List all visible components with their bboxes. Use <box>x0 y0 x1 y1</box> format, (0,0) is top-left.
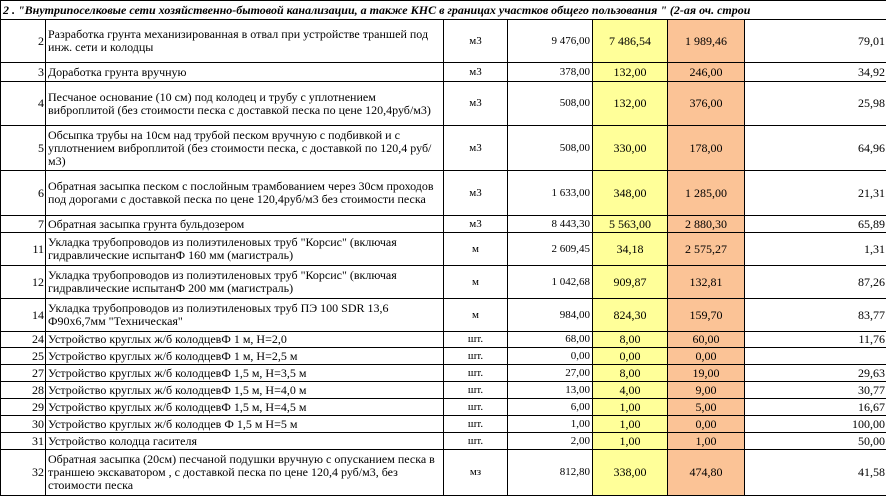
table-row[interactable] <box>1 171 886 216</box>
quantity-total-cell[interactable]: 6,00 <box>508 399 593 416</box>
quantity-total-cell[interactable]: 0,00 <box>508 348 593 365</box>
table-row[interactable] <box>1 416 886 433</box>
table-row[interactable] <box>1 399 886 416</box>
quantity-done-cell[interactable]: 8,00 <box>593 332 668 348</box>
row-number-cell[interactable]: 7 <box>1 216 46 233</box>
row-number-cell[interactable]: 31 <box>1 433 46 450</box>
row-number-cell[interactable]: 4 <box>1 82 46 126</box>
work-description-cell[interactable]: Укладка трубопроводов из полиэтиленовых труб ПЭ 100 SDR 13,6 Ф90х6,7мм "Техническая" <box>46 299 444 332</box>
unit-cell[interactable]: м3 <box>444 171 508 216</box>
table-row[interactable] <box>1 82 886 126</box>
quantity-done-cell[interactable]: 7 486,54 <box>593 20 668 63</box>
quantity-total-cell[interactable]: 8 443,30 <box>508 216 593 233</box>
quantity-remaining-cell[interactable]: 376,00 <box>668 82 745 126</box>
quantity-total-cell[interactable]: 508,00 <box>508 126 593 171</box>
quantity-remaining-cell[interactable]: 1 989,46 <box>668 20 745 63</box>
unit-cell[interactable]: шт. <box>444 382 508 399</box>
table-row[interactable] <box>1 233 886 266</box>
unit-cell[interactable]: шт. <box>444 433 508 450</box>
unit-cell[interactable]: шт. <box>444 365 508 382</box>
quantity-remaining-cell[interactable]: 60,00 <box>668 332 745 348</box>
quantity-remaining-cell[interactable]: 5,00 <box>668 399 745 416</box>
quantity-total-cell[interactable]: 68,00 <box>508 332 593 348</box>
row-number-cell[interactable]: 27 <box>1 365 46 382</box>
unit-cell[interactable]: шт. <box>444 416 508 433</box>
table-row[interactable] <box>1 126 886 171</box>
work-description-cell[interactable]: Обратная засыпка грунта бульдозером <box>46 216 444 233</box>
percent-complete-cell[interactable]: 25,98 <box>745 82 886 126</box>
quantity-done-cell[interactable]: 4,00 <box>593 382 668 399</box>
work-description-cell[interactable]: Устройство круглых ж/б колодцевФ 1,5 м, Н=4,5 м <box>46 399 444 416</box>
percent-complete-cell[interactable]: 16,67 <box>745 399 886 416</box>
quantity-done-cell[interactable]: 8,00 <box>593 365 668 382</box>
table-row[interactable] <box>1 216 886 233</box>
row-number-cell[interactable]: 12 <box>1 266 46 299</box>
work-description-cell[interactable]: Обсыпка трубы на 10см над трубой песком вручную с подбивкой и с уплотнением виброплитой (без стоимости песка, с доставкой по 120,4 руб/м3) <box>46 126 444 171</box>
quantity-remaining-cell[interactable]: 1 285,00 <box>668 171 745 216</box>
percent-complete-cell[interactable]: 100,00 <box>745 416 886 433</box>
percent-complete-cell[interactable]: 1,31 <box>745 233 886 266</box>
quantity-done-cell[interactable]: 1,00 <box>593 416 668 433</box>
percent-complete-cell[interactable]: 79,01 <box>745 20 886 63</box>
quantity-done-cell[interactable]: 348,00 <box>593 171 668 216</box>
unit-cell[interactable]: м3 <box>444 82 508 126</box>
percent-complete-cell[interactable]: 50,00 <box>745 433 886 450</box>
percent-complete-cell[interactable]: 65,89 <box>745 216 886 233</box>
quantity-total-cell[interactable]: 1 633,00 <box>508 171 593 216</box>
quantity-done-cell[interactable]: 330,00 <box>593 126 668 171</box>
quantity-remaining-cell[interactable]: 132,81 <box>668 266 745 299</box>
unit-cell[interactable]: мз <box>444 450 508 496</box>
work-description-cell[interactable]: Укладка трубопроводов из полиэтиленовых труб "Корсис" (включая гидравлические испытанФ 160 мм (магистраль) <box>46 233 444 266</box>
unit-cell[interactable]: шт. <box>444 399 508 416</box>
quantity-done-cell[interactable]: 0,00 <box>593 348 668 365</box>
percent-complete-cell[interactable]: 21,31 <box>745 171 886 216</box>
row-number-cell[interactable]: 32 <box>1 450 46 496</box>
row-number-cell[interactable]: 30 <box>1 416 46 433</box>
quantity-total-cell[interactable]: 2 609,45 <box>508 233 593 266</box>
table-row[interactable] <box>1 382 886 399</box>
quantity-done-cell[interactable]: 132,00 <box>593 63 668 82</box>
row-number-cell[interactable]: 2 <box>1 20 46 63</box>
quantity-remaining-cell[interactable]: 1,00 <box>668 433 745 450</box>
section-title-cell[interactable]: 2 . "Внутрипоселковые сети хозяйственно-бытовой канализации, а также КНС в границах участков общего пользования " (2-ая оч. строи <box>1 1 886 20</box>
percent-complete-cell[interactable]: 30,77 <box>745 382 886 399</box>
quantity-remaining-cell[interactable]: 474,80 <box>668 450 745 496</box>
work-description-cell[interactable]: Устройство круглых ж/б колодцевФ 1 м, Н=2,5 м <box>46 348 444 365</box>
work-description-cell[interactable]: Устройство круглых ж/б колодцевФ 1 м, Н=2,0 <box>46 332 444 348</box>
quantity-done-cell[interactable]: 909,87 <box>593 266 668 299</box>
quantity-done-cell[interactable]: 5 563,00 <box>593 216 668 233</box>
percent-complete-cell[interactable]: 29,63 <box>745 365 886 382</box>
work-description-cell[interactable]: Песчаное основание (10 см) под колодец и трубу с уплотнением виброплитой (без стоимости песка с доставкой песка по цене 120,4руб/м3) <box>46 82 444 126</box>
quantity-remaining-cell[interactable]: 2 575,27 <box>668 233 745 266</box>
quantity-done-cell[interactable]: 824,30 <box>593 299 668 332</box>
percent-complete-cell[interactable]: 87,26 <box>745 266 886 299</box>
table-row[interactable] <box>1 332 886 348</box>
quantity-total-cell[interactable]: 1,00 <box>508 416 593 433</box>
percent-complete-cell[interactable]: 41,58 <box>745 450 886 496</box>
quantity-done-cell[interactable]: 34,18 <box>593 233 668 266</box>
quantity-remaining-cell[interactable]: 246,00 <box>668 63 745 82</box>
unit-cell[interactable]: м3 <box>444 126 508 171</box>
unit-cell[interactable]: м <box>444 233 508 266</box>
row-number-cell[interactable]: 14 <box>1 299 46 332</box>
quantity-total-cell[interactable]: 13,00 <box>508 382 593 399</box>
section-header-row[interactable] <box>1 1 886 20</box>
quantity-remaining-cell[interactable]: 178,00 <box>668 126 745 171</box>
quantity-total-cell[interactable]: 27,00 <box>508 365 593 382</box>
row-number-cell[interactable]: 11 <box>1 233 46 266</box>
row-number-cell[interactable]: 3 <box>1 63 46 82</box>
unit-cell[interactable]: м3 <box>444 63 508 82</box>
table-row[interactable] <box>1 450 886 496</box>
quantity-total-cell[interactable]: 508,00 <box>508 82 593 126</box>
quantity-remaining-cell[interactable]: 19,00 <box>668 365 745 382</box>
unit-cell[interactable]: шт. <box>444 348 508 365</box>
work-description-cell[interactable]: Устройство круглых ж/б колодцевФ 1,5 м, Н=4,0 м <box>46 382 444 399</box>
quantity-done-cell[interactable]: 1,00 <box>593 399 668 416</box>
quantity-total-cell[interactable]: 1 042,68 <box>508 266 593 299</box>
quantity-total-cell[interactable]: 812,80 <box>508 450 593 496</box>
quantity-total-cell[interactable]: 984,00 <box>508 299 593 332</box>
work-description-cell[interactable]: Доработка грунта вручную <box>46 63 444 82</box>
row-number-cell[interactable]: 6 <box>1 171 46 216</box>
percent-complete-cell[interactable]: 64,96 <box>745 126 886 171</box>
work-description-cell[interactable]: Устройство круглых ж/б колодцев Ф 1,5 м Н=5 м <box>46 416 444 433</box>
row-number-cell[interactable]: 5 <box>1 126 46 171</box>
row-number-cell[interactable]: 25 <box>1 348 46 365</box>
quantity-remaining-cell[interactable]: 159,70 <box>668 299 745 332</box>
row-number-cell[interactable]: 24 <box>1 332 46 348</box>
work-description-cell[interactable]: Устройство колодца гасителя <box>46 433 444 450</box>
quantity-total-cell[interactable]: 2,00 <box>508 433 593 450</box>
unit-cell[interactable]: шт. <box>444 332 508 348</box>
unit-cell[interactable]: м3 <box>444 216 508 233</box>
quantity-remaining-cell[interactable]: 0,00 <box>668 416 745 433</box>
quantity-remaining-cell[interactable]: 2 880,30 <box>668 216 745 233</box>
table-row[interactable] <box>1 365 886 382</box>
table-row[interactable] <box>1 63 886 82</box>
table-row[interactable] <box>1 433 886 450</box>
unit-cell[interactable]: м <box>444 266 508 299</box>
quantity-total-cell[interactable]: 9 476,00 <box>508 20 593 63</box>
table-row[interactable] <box>1 266 886 299</box>
percent-complete-cell[interactable]: 11,76 <box>745 332 886 348</box>
work-description-cell[interactable]: Обратная засыпка (20см) песчаной подушки вручную с опусканием песка в траншею экскаватором , с доставкой песка по цене 120,4 руб/м3, без стоимости песка <box>46 450 444 496</box>
table-row[interactable] <box>1 348 886 365</box>
quantity-remaining-cell[interactable]: 9,00 <box>668 382 745 399</box>
work-description-cell[interactable]: Обратная засыпка песком с послойным трамбованием через 30см проходов под дорогами с доставкой песка по цене 120,4руб/м3 без стоимости песка <box>46 171 444 216</box>
quantity-remaining-cell[interactable]: 0,00 <box>668 348 745 365</box>
table-row[interactable] <box>1 20 886 63</box>
percent-complete-cell[interactable]: 34,92 <box>745 63 886 82</box>
work-description-cell[interactable]: Устройство круглых ж/б колодцевФ 1,5 м, Н=3,5 м <box>46 365 444 382</box>
unit-cell[interactable]: м <box>444 299 508 332</box>
percent-complete-cell[interactable] <box>745 348 886 365</box>
percent-complete-cell[interactable]: 83,77 <box>745 299 886 332</box>
unit-cell[interactable]: м3 <box>444 20 508 63</box>
work-description-cell[interactable]: Укладка трубопроводов из полиэтиленовых труб "Корсис" (включая гидравлические испытанФ 200 мм (магистраль) <box>46 266 444 299</box>
quantity-done-cell[interactable]: 132,00 <box>593 82 668 126</box>
row-number-cell[interactable]: 29 <box>1 399 46 416</box>
quantity-total-cell[interactable]: 378,00 <box>508 63 593 82</box>
row-number-cell[interactable]: 28 <box>1 382 46 399</box>
work-description-cell[interactable]: Разработка грунта механизированная в отвал при устройстве траншей под инж. сети и колодцы <box>46 20 444 63</box>
table-row[interactable] <box>1 299 886 332</box>
quantity-done-cell[interactable]: 338,00 <box>593 450 668 496</box>
quantity-done-cell[interactable]: 1,00 <box>593 433 668 450</box>
